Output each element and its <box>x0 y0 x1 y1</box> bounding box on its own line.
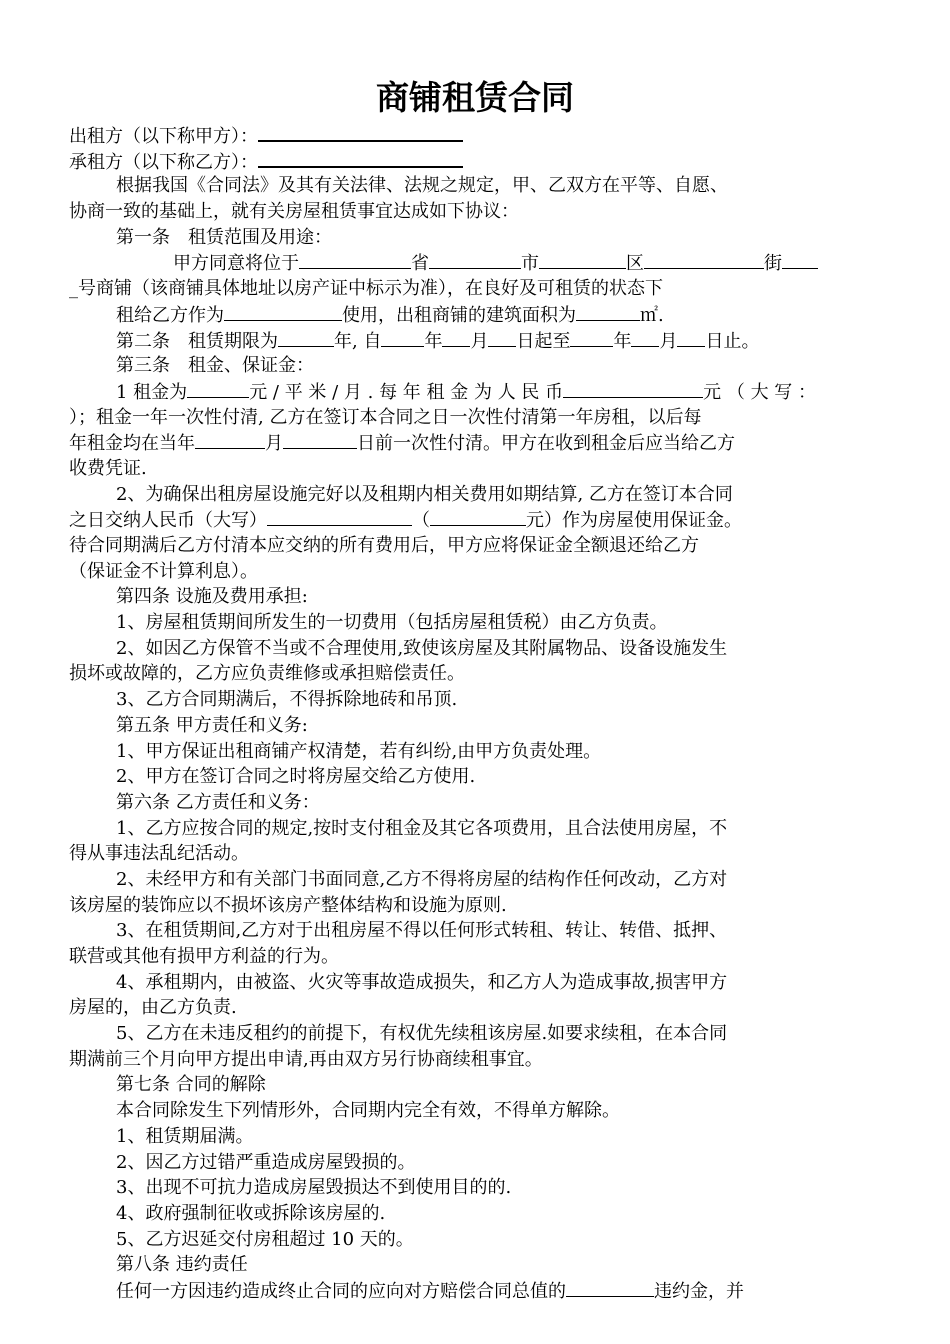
article-6-item: 该房屋的装饰应以不损坏该房产整体结构和设施为原则. <box>69 894 507 916</box>
lessee-line <box>69 148 881 174</box>
article-6-heading: 第六条 乙方责任和义务： <box>116 791 320 813</box>
lessor-label: 出租方（以下称甲方）： <box>69 126 258 147</box>
article-3-line-3: 年租金均在当年 月 日前一次性付清。甲方在收到租金后应当给乙方 <box>69 430 881 456</box>
article-7-item: 4、政府强制征收或拆除该房屋的. <box>116 1202 386 1224</box>
article-1-heading: 第一条 租赁范围及用途： <box>116 226 332 248</box>
article-6-item: 4、承租期内，由被盗、火灾等事故造成损失，和乙方人为造成事故,损害甲方 <box>116 971 728 993</box>
article-3-line-7: 待合同期满后乙方付清本应交纳的所有费用后，甲方应将保证金全额退还给乙方 <box>69 535 699 556</box>
district-blank <box>539 250 626 269</box>
end-month-blank <box>631 328 659 347</box>
article-3-heading: 第三条 租金、保证金： <box>116 355 314 377</box>
contract-body <box>69 122 881 1304</box>
document-title: 商铺租赁合同 <box>376 78 574 117</box>
deposit-amount-blank <box>430 507 526 526</box>
article-5-heading: 第五条 甲方责任和义务: <box>116 714 308 736</box>
article-7-item: 本合同除发生下列情形外，合同期内完全有效，不得单方解除。 <box>116 1100 620 1122</box>
article-3-line-5: 2、为确保出租房屋设施完好以及租期内相关费用如期结算, 乙方在签订本合同 <box>116 483 733 505</box>
start-month-blank <box>442 328 470 347</box>
article-4-item: 2、如因乙方保管不当或不合理使用,致使该房屋及其附属物品、设备设施发生 <box>116 637 728 659</box>
deposit-words-blank <box>267 507 412 526</box>
article-7-item: 1、租赁期届满。 <box>116 1125 254 1147</box>
article-2-line: 第二条 租赁期限为 年, 自 年 月 日起至 年 月 日止。 <box>69 328 881 354</box>
article-4-item: 3、乙方合同期满后，不得拆除地砖和吊顶. <box>116 689 458 711</box>
article-7-item: 2、因乙方过错严重造成房屋毁损的。 <box>116 1151 416 1173</box>
article-6-item: 联营或其他有损甲方利益的行为。 <box>69 946 339 967</box>
article-6-item: 得从事违法乱纪活动。 <box>69 843 249 865</box>
article-4-item: 损坏或故障的，乙方应负责维修或承担赔偿责任。 <box>69 663 465 685</box>
article-5-item: 1、甲方保证出租商铺产权清楚，若有纠纷,由甲方负责处理。 <box>116 740 602 762</box>
lessor-line <box>69 122 881 148</box>
article-6-item: 1、乙方应按合同的规定,按时支付租金及其它各项费用，且合法使用房屋，不 <box>116 817 728 839</box>
intro-line-1: 根据我国《合同法》及其有关法律、法规之规定，甲、乙双方在平等、自愿、 <box>116 175 728 197</box>
annual-rent-blank <box>563 379 703 398</box>
province-blank <box>299 250 411 269</box>
penalty-blank <box>566 1278 654 1297</box>
article-3-line-6: 之日交纳人民币（大写） （ 元）作为房屋使用保证金。 <box>69 507 881 533</box>
article-8-heading: 第八条 违约责任 <box>116 1254 248 1276</box>
article-1-line-1: 甲方同意将位于 省 市 区 街 <box>69 250 881 276</box>
end-day-blank <box>677 328 705 347</box>
payment-day-blank <box>283 430 357 449</box>
article-6-item: 5、乙方在未违反租约的前提下，有权优先续租该房屋.如要求续租，在本合同 <box>116 1023 728 1045</box>
article-3-line-4: 收费凭证. <box>69 457 147 479</box>
usage-blank <box>224 302 342 321</box>
article-1-line-2: _号商铺（该商铺具体地址以房产证中标示为准），在良好及可租赁的状态下 <box>69 278 663 300</box>
article-5-item: 2、甲方在签订合同之时将房屋交给乙方使用. <box>116 766 476 788</box>
article-6-item: 2、未经甲方和有关部门书面同意,乙方不得将房屋的结构作任何改动，乙方对 <box>116 868 728 890</box>
article-6-item: 房屋的，由乙方负责. <box>69 997 237 1019</box>
start-year-blank <box>381 328 424 347</box>
lessee-blank <box>258 148 463 168</box>
article-8-line-1: 任何一方因违约造成终止合同的应向对方赔偿合同总值的 违约金，并 <box>69 1278 881 1304</box>
street-blank <box>644 250 764 269</box>
article-3-line-2: ）；租金一年一次性付清, 乙方在签订本合同之日一次性付清第一年房租，以后每 <box>69 406 702 428</box>
article-6-item: 3、在租赁期间,乙方对于出租房屋不得以任何形式转租、转让、转借、抵押、 <box>116 920 728 942</box>
article-7-item: 5、乙方迟延交付房租超过 10 天的。 <box>116 1228 414 1250</box>
article-7-heading: 第七条 合同的解除 <box>116 1074 266 1096</box>
rent-per-sqm-blank <box>187 379 249 398</box>
term-years-blank <box>278 328 334 347</box>
lessee-label: 承租方（以下称乙方）： <box>69 151 258 173</box>
article-4-item: 1、房屋租赁期间所发生的一切费用（包括房屋租赁税）由乙方负责。 <box>116 612 668 634</box>
intro-line-2: 协商一致的基础上，就有关房屋租赁事宜达成如下协议： <box>69 201 519 223</box>
article-6-item: 期满前三个月向甲方提出申请,再由双方另行协商续租事宜。 <box>69 1048 543 1070</box>
article-3-line-8: （保证金不计算利息）。 <box>69 560 258 582</box>
payment-month-blank <box>195 430 265 449</box>
number-blank <box>782 250 818 269</box>
article-3-line-1: 1 租金为 元 / 平 米 / 月 . 每 年 租 金 为 人 民 币 元 （ 大 写 ： <box>69 379 881 405</box>
article-1-line-3: 租给乙方作为 使用，出租商铺的建筑面积为 ㎡. <box>69 302 881 328</box>
start-day-blank <box>488 328 516 347</box>
article-7-item: 3、出现不可抗力造成房屋毁损达不到使用目的的. <box>116 1177 512 1199</box>
area-blank <box>576 302 640 321</box>
end-year-blank <box>570 328 613 347</box>
lessor-blank <box>258 122 463 142</box>
city-blank <box>429 250 521 269</box>
article-4-heading: 第四条 设施及费用承担: <box>116 586 308 608</box>
